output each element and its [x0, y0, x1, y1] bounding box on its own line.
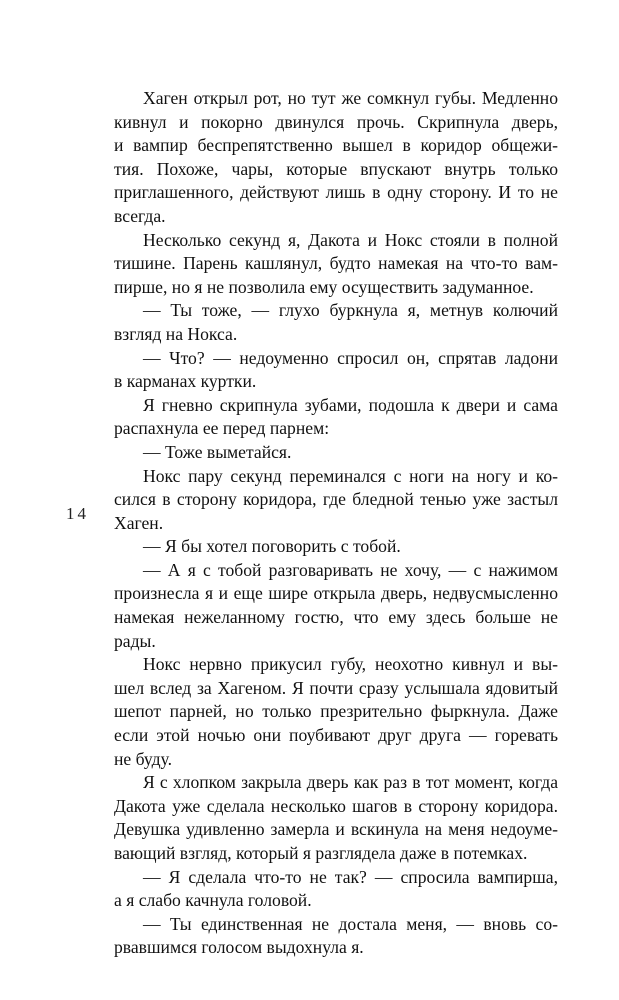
- text-line: тишине. Парень кашлянул, будто намекая на что-то вам-: [114, 253, 558, 274]
- text-line: если этой ночью они поубивают друг друга — горевать: [114, 725, 558, 746]
- text-line: взгляд на Нокса.: [114, 323, 238, 344]
- page-number: 14: [66, 504, 89, 523]
- text-line: Нокс нервно прикусил губу, неохотно кивнул и вы-: [143, 654, 558, 675]
- text-line: в карманах куртки.: [114, 371, 257, 392]
- text-line: пирше, но я не позволила ему осуществить задуманное.: [114, 276, 534, 297]
- text-line: — Ты единственная не достала меня, — вновь со-: [143, 913, 558, 934]
- text-line: — Ты тоже, — глухо буркнула я, метнув колючий: [143, 300, 558, 321]
- text-line: — А я с тобой разговаривать не хочу, — с нажимом: [143, 559, 558, 580]
- text-line: — Я бы хотел поговорить с тобой.: [143, 536, 401, 557]
- text-line: Хаген открыл рот, но тут же сомкнул губы. Медленно: [143, 88, 558, 108]
- text-line: и вампир беспрепятственно вышел в коридор общежи-: [114, 135, 558, 156]
- text-line: всегда.: [114, 205, 166, 226]
- text-line: тия. Похоже, чары, которые впускают внутрь только: [114, 158, 558, 179]
- text-line: — Я сделала что-то не так? — спросила вампирша,: [143, 866, 558, 887]
- text-line: шел вслед за Хагеном. Я почти сразу услышала ядовитый: [114, 677, 558, 698]
- text-line: распахнула ее перед парнем:: [114, 418, 330, 439]
- text-line: Хаген.: [114, 512, 164, 533]
- text-line: — Тоже выметайся.: [143, 441, 292, 462]
- text-line: Девушка удивленно замерла и вскинула на меня недоуме-: [114, 819, 558, 840]
- text-line: — Что? — недоуменно спросил он, спрятав ладони: [143, 347, 558, 368]
- text-line: Дакота уже сделала несколько шагов в сторону коридора.: [114, 795, 558, 816]
- text-line: сился в сторону коридора, где бледной тенью уже застыл: [114, 489, 558, 510]
- text-line: Несколько секунд я, Дакота и Нокс стояли в полной: [143, 229, 558, 250]
- text-line: произнесла я и еще шире открыла дверь, недвусмысленно: [114, 583, 558, 604]
- text-line: рвавшимся голосом выдохнула я.: [114, 937, 364, 958]
- text-line: а я слабо качнула головой.: [114, 890, 312, 911]
- text-line: вающий взгляд, который я разглядела даже в потемках.: [114, 843, 528, 863]
- body-text: [114, 87, 558, 960]
- text-line: приглашенного, действуют лишь в одну сторону. И то не: [114, 182, 558, 203]
- text-line: рады.: [114, 630, 156, 651]
- text-line: намекая нежеланному гостю, что ему здесь больше не: [114, 607, 558, 628]
- text-line: кивнул и покорно двинулся прочь. Скрипнула дверь,: [114, 111, 558, 132]
- text-line: Я гневно скрипнула зубами, подошла к двери и сама: [143, 394, 558, 415]
- text-line: не буду.: [114, 748, 172, 769]
- text-line: Я с хлопком закрыла дверь как раз в тот момент, когда: [143, 772, 558, 793]
- text-line: Нокс пару секунд переминался с ноги на ногу и ко-: [143, 465, 558, 486]
- text-line: шепот парней, но только презрительно фыркнула. Даже: [114, 701, 558, 722]
